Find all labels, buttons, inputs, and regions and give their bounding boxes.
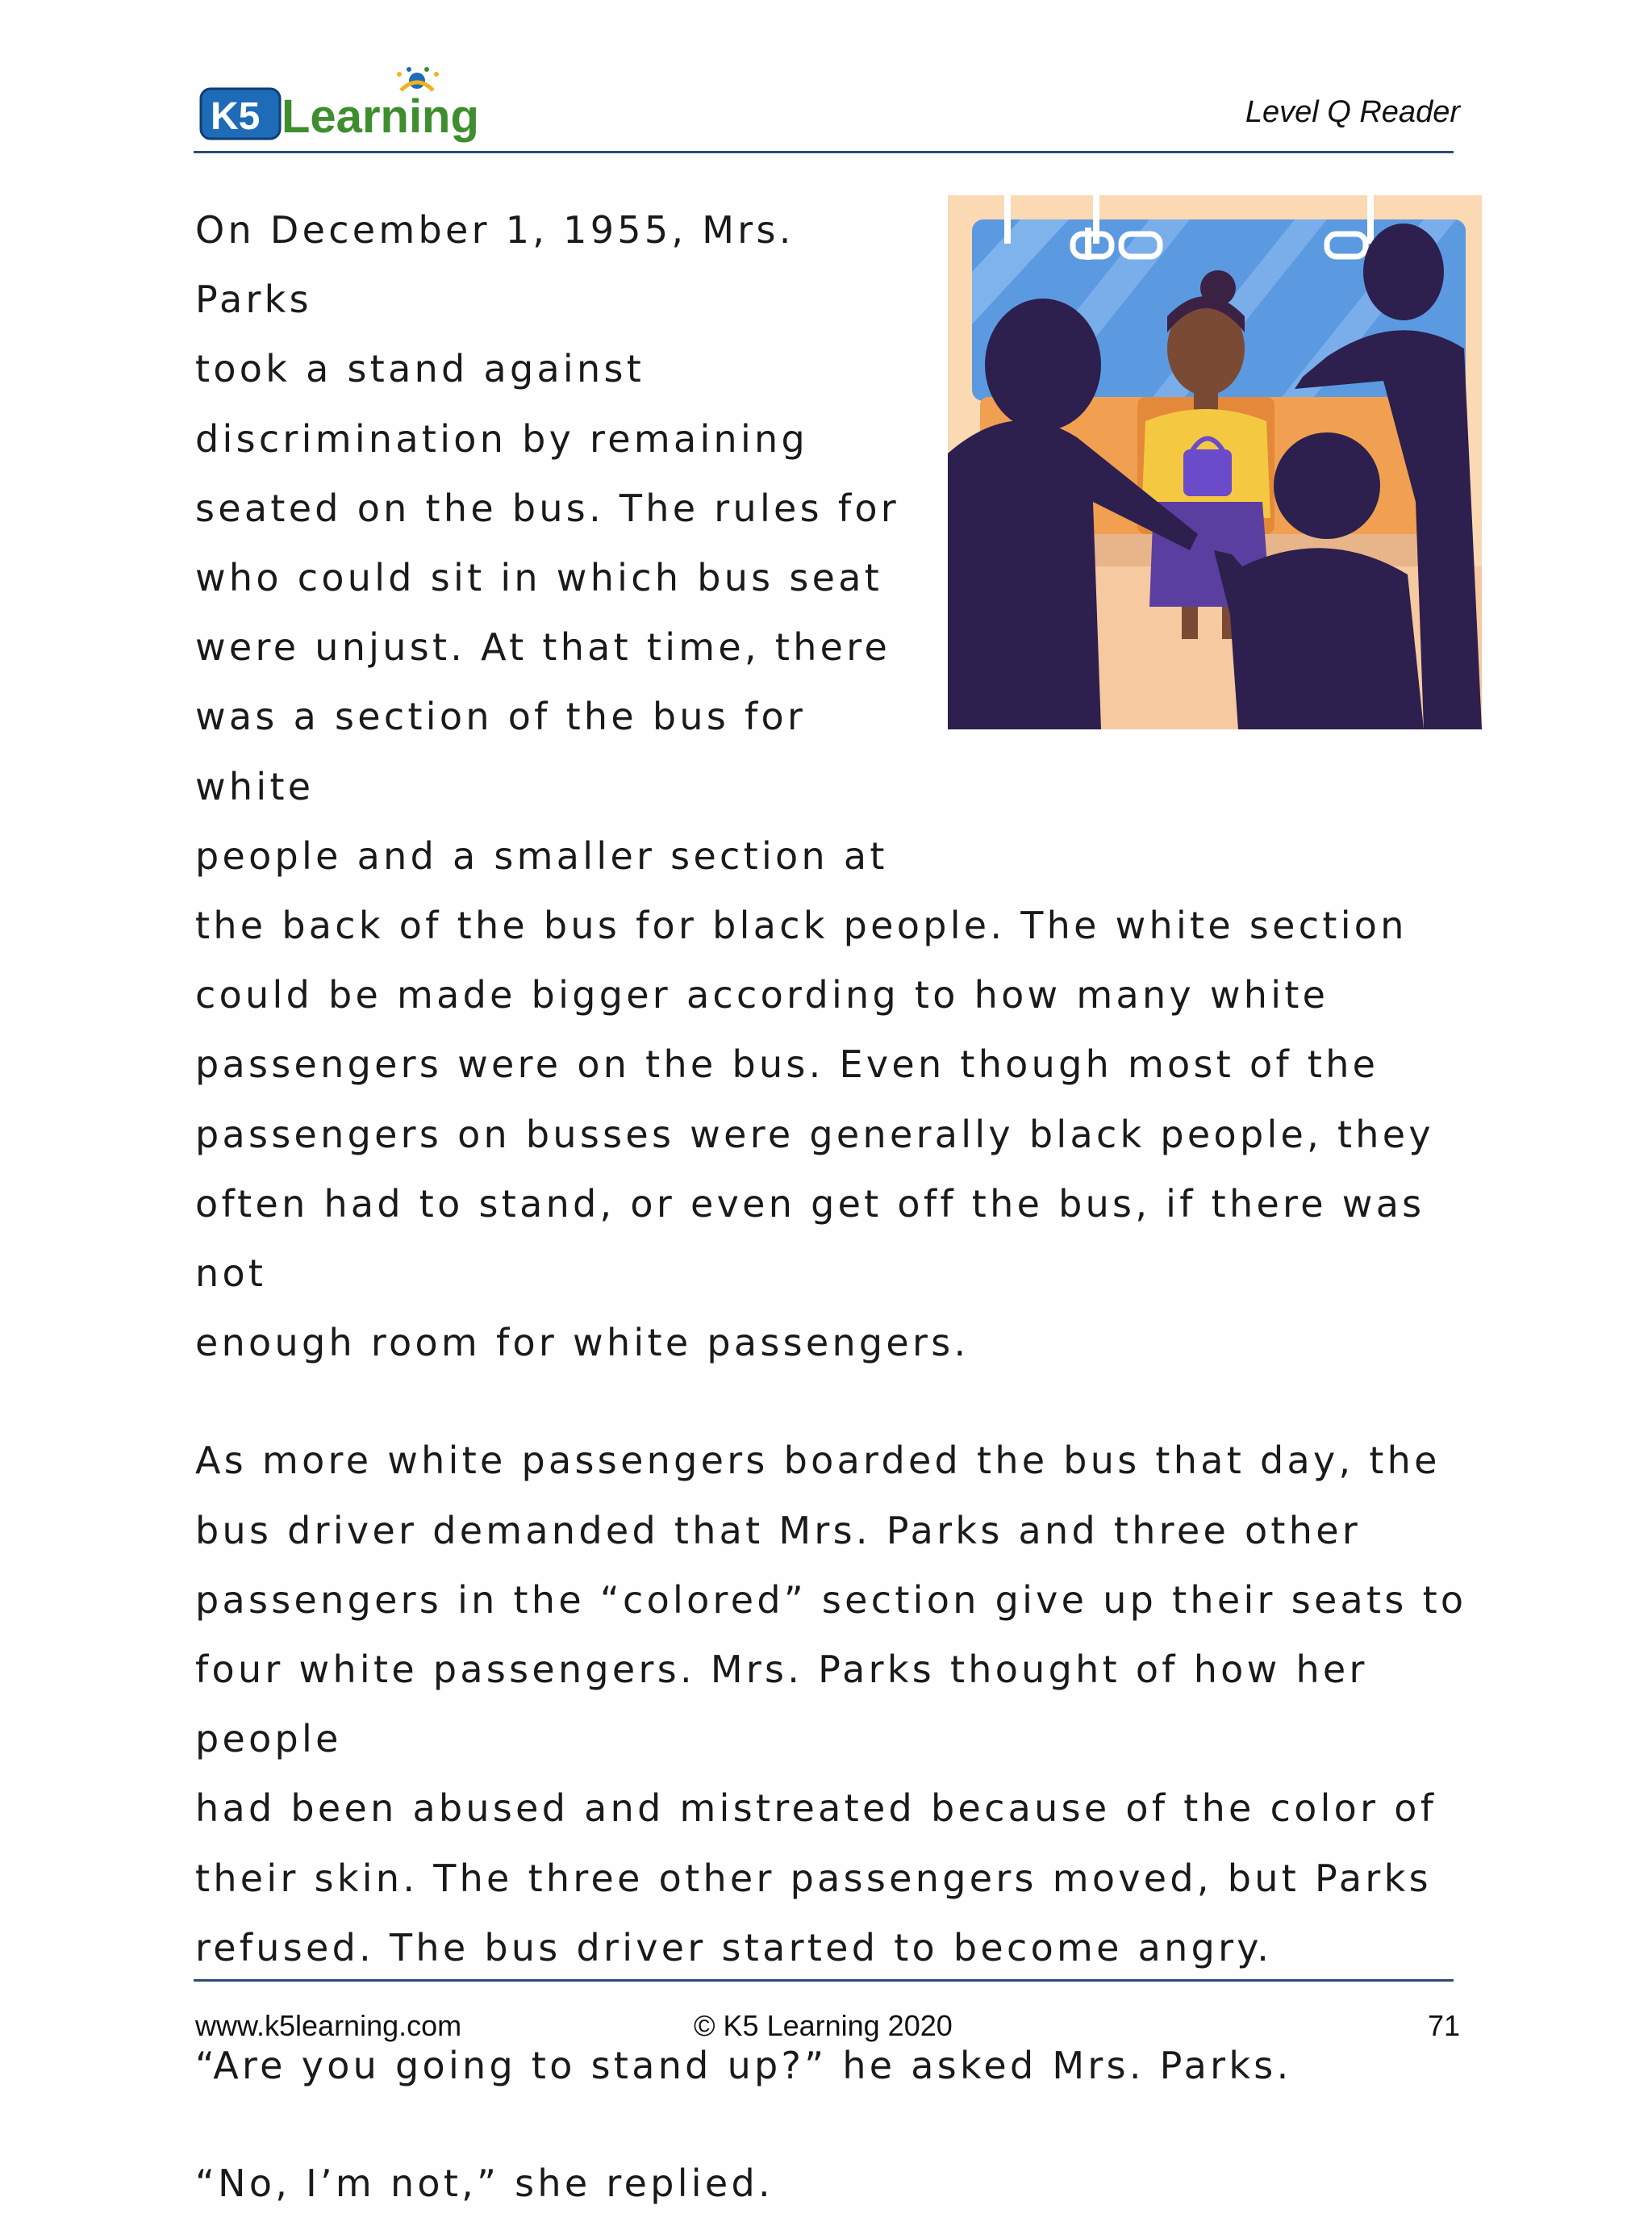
level-label: Level Q Reader <box>1245 95 1460 129</box>
text-line: four white passengers. Mrs. Parks thought of how her people <box>195 1648 1368 1761</box>
paragraph-3: “Are you going to stand up?” he asked Mrs. Parks. <box>195 2044 1292 2088</box>
text-line: As more white passengers boarded the bus that day, the <box>195 1439 1441 1483</box>
text-line: passengers in the “colored” section give up their seats to <box>195 1577 1467 1622</box>
text-line: refused. The bus driver started to become angry. <box>195 1925 1273 1969</box>
paragraph-1-continued <box>195 891 1486 1377</box>
paragraph-1-wrapped <box>195 195 921 891</box>
text-line: could be made bigger according to how many white <box>195 973 1329 1017</box>
story-text <box>195 195 1486 2218</box>
paragraph-2 <box>195 1426 1486 1982</box>
text-line: enough room for white passengers. <box>195 1321 970 1365</box>
text-line: often had to stand, or even get off the bus, if there was not <box>195 1181 1425 1296</box>
text-line: bus driver demanded that Mrs. Parks and three other <box>195 1508 1362 1552</box>
footer-divider <box>194 1979 1454 1982</box>
svg-text:Learning: Learning <box>282 90 479 143</box>
svg-text:K5: K5 <box>211 95 261 138</box>
text-line: passengers were on the bus. Even though most of the <box>195 1042 1379 1087</box>
text-line: took a stand against <box>195 347 645 391</box>
text-line: the back of the bus for black people. The white section <box>195 904 1408 948</box>
text-line: seated on the bus. The rules for <box>195 486 899 530</box>
header-divider <box>194 151 1454 153</box>
text-line: their skin. The three other passengers moved, but Parks <box>195 1856 1432 1900</box>
k5-learning-logo <box>198 66 504 147</box>
page-number: 71 <box>1427 2009 1460 2042</box>
paragraph-4: “No, I’m not,” she replied. <box>195 2162 774 2206</box>
text-line: people and a smaller section at <box>195 833 888 878</box>
footer-website[interactable]: www.k5learning.com <box>195 2009 462 2042</box>
text-line: was a section of the bus for white <box>195 695 807 808</box>
footer-copyright: © K5 Learning 2020 <box>694 2009 953 2042</box>
text-line: were unjust. At that time, there <box>195 625 891 670</box>
text-line: had been abused and mistreated because of the color of <box>195 1786 1437 1831</box>
text-line: who could sit in which bus seat <box>195 556 883 600</box>
text-line: passengers on busses were generally black people, they <box>195 1112 1434 1156</box>
text-line: On December 1, 1955, Mrs. Parks <box>195 208 795 322</box>
text-line: discrimination by remaining <box>195 416 809 461</box>
